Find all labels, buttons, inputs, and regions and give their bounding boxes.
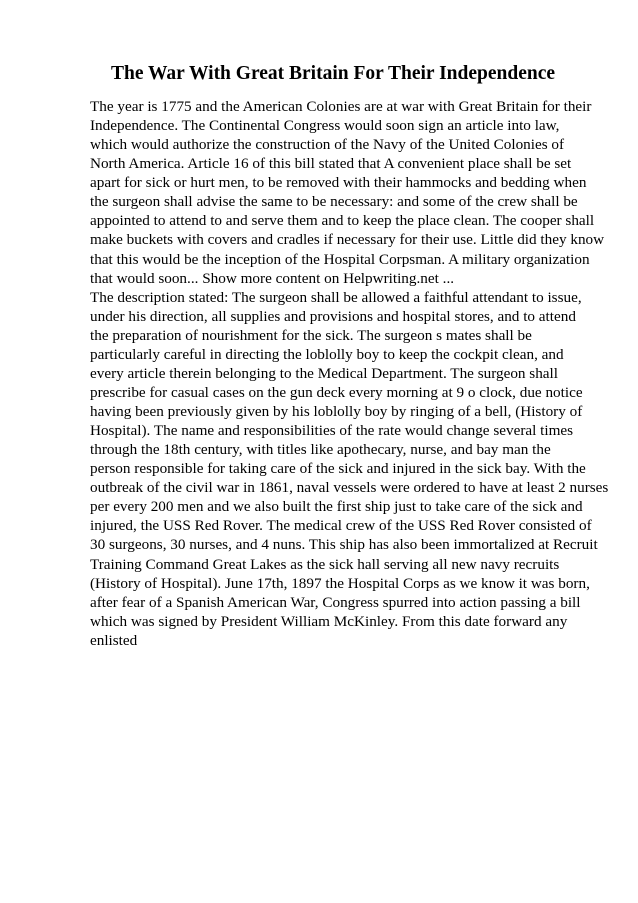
- text-line: that would soon... Show more content on Helpwriting.net ...: [90, 269, 455, 287]
- text-line: outbreak of the civil war in 1861, naval vessels were ordered to have at least 2 nurses: [90, 479, 609, 497]
- text-line: apart for sick or hurt men, to be removed with their hammocks and bedding when: [90, 174, 587, 192]
- text-line: particularly careful in directing the loblolly boy to keep the cockpit clean, and: [90, 345, 564, 363]
- text-line: every article therein belonging to the Medical Department. The surgeon shall: [90, 364, 558, 382]
- text-line: enlisted: [90, 631, 138, 649]
- text-line: Hospital). The name and responsibilities of the rate would change several times: [90, 422, 574, 440]
- text-line: the preparation of nourishment for the sick. The surgeon s mates shall be: [90, 326, 532, 344]
- text-line: having been previously given by his loblolly boy by ringing of a bell, (History of: [90, 403, 583, 420]
- text-line: person responsible for taking care of the sick and injured in the sick bay. With the: [90, 460, 586, 478]
- text-line: that this would be the inception of the Hospital Corpsman. A military organization: [90, 250, 590, 268]
- text-line: the surgeon shall advise the same to be necessary: and some of the crew shall be: [90, 193, 578, 211]
- text-line: make buckets with covers and cradles if necessary for their use. Little did they know: [90, 231, 605, 249]
- text-line: North America. Article 16 of this bill stated that A convenient place shall be set: [90, 155, 572, 173]
- text-line: through the 18th century, with titles like apothecary, nurse, and bay man the: [90, 441, 551, 459]
- text-line: appointed to attend to and serve them and to keep the place clean. The cooper shall: [90, 212, 595, 230]
- text-line: The year is 1775 and the American Colonies are at war with Great Britain for their: [90, 98, 592, 115]
- body-text: [90, 97, 609, 650]
- text-line: after fear of a Spanish American War, Congress spurred into action passing a bill: [90, 593, 581, 611]
- text-line: 30 surgeons, 30 nurses, and 4 nuns. This ship has also been immortalized at Recruit: [90, 536, 598, 554]
- text-line: injured, the USS Red Rover. The medical crew of the USS Red Rover consisted of: [90, 517, 592, 535]
- text-line: Independence. The Continental Congress would soon sign an article into law,: [90, 117, 560, 135]
- text-line: prescribe for casual cases on the gun deck every morning at 9 o clock, due notice: [90, 383, 583, 401]
- text-line: under his direction, all supplies and provisions and hospital stores, and to attend: [90, 307, 576, 325]
- text-line: which would authorize the construction of the Navy of the United Colonies of: [90, 136, 565, 154]
- page-title: The War With Great Britain For Their Independence: [110, 63, 556, 84]
- text-line: The description stated: The surgeon shall be allowed a faithful attendant to issue,: [90, 288, 582, 306]
- text-line: Training Command Great Lakes as the sick hall serving all new navy recruits: [90, 555, 560, 573]
- text-line: which was signed by President William McKinley. From this date forward any: [90, 612, 568, 630]
- text-line: per every 200 men and we also built the first ship just to take care of the sick and: [90, 498, 583, 516]
- text-line: (History of Hospital). June 17th, 1897 the Hospital Corps as we know it was born,: [90, 574, 590, 592]
